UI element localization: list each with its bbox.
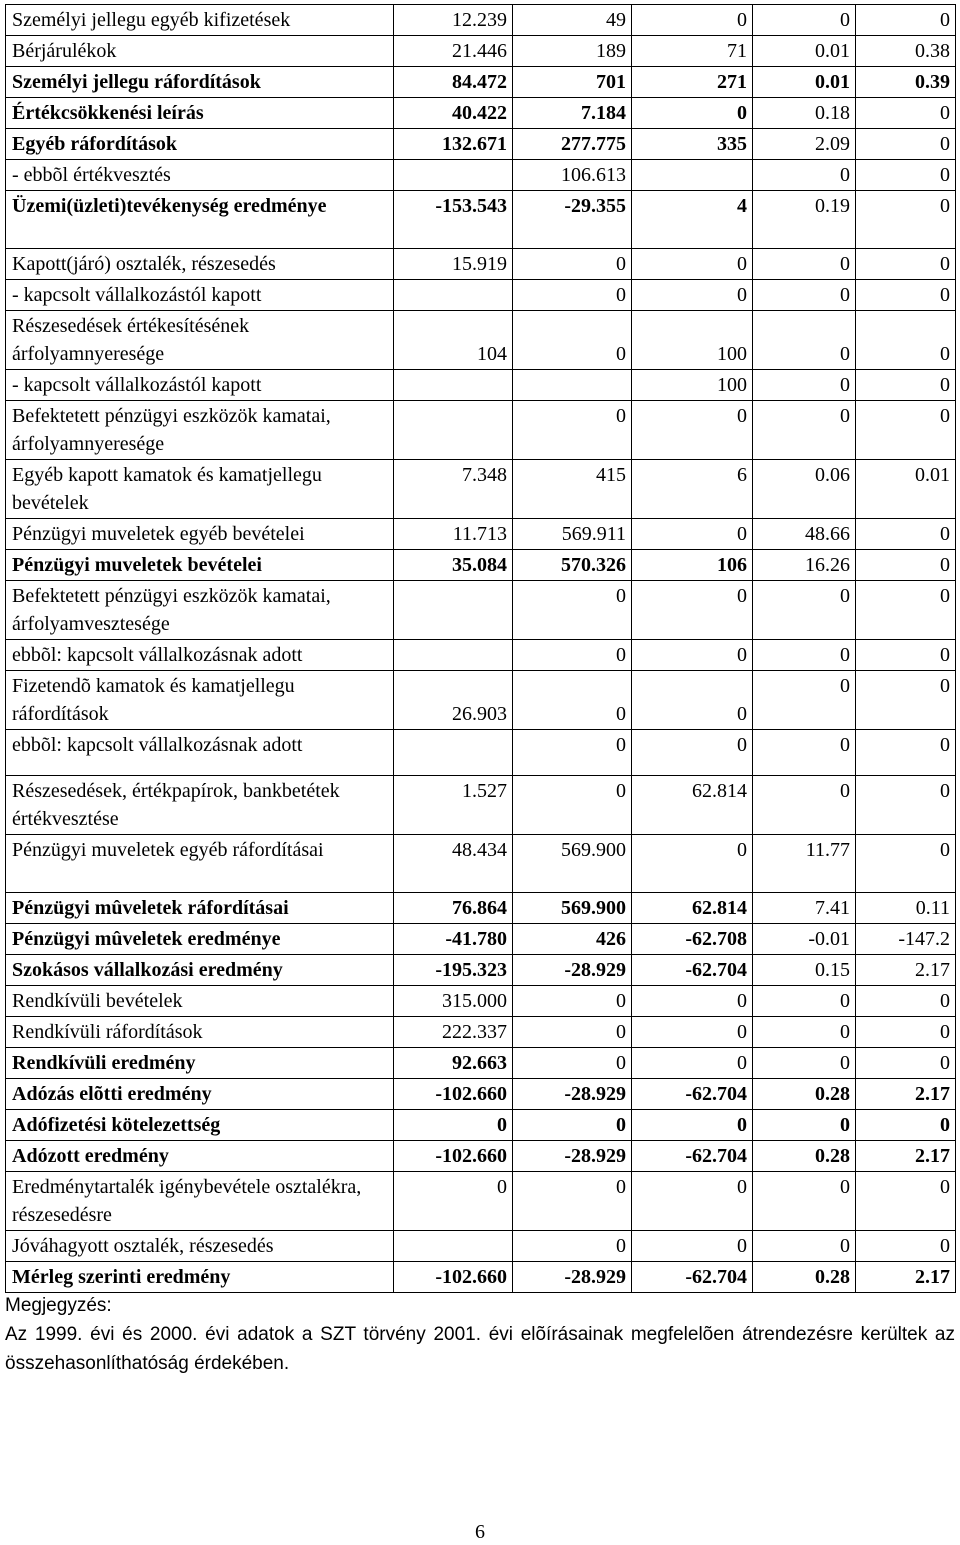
table-row [6, 98, 956, 129]
row-label: - ebbõl értékvesztés [6, 160, 394, 191]
value-cell: 0 [753, 581, 856, 640]
row-label: Pénzügyi muveletek egyéb bevételei [6, 519, 394, 550]
value-cell: 0 [513, 311, 632, 370]
row-label: Személyi jellegu egyéb kifizetések [6, 5, 394, 36]
value-cell: -102.660 [394, 1262, 513, 1293]
value-cell: 0 [632, 1048, 753, 1079]
table-row [6, 730, 956, 776]
table-row [6, 1172, 956, 1231]
value-cell: 21.446 [394, 36, 513, 67]
row-label: - kapcsolt vállalkozástól kapott [6, 280, 394, 311]
row-label: Jóváhagyott osztalék, részesedés [6, 1231, 394, 1262]
value-cell: 11.713 [394, 519, 513, 550]
value-cell: 0.28 [753, 1262, 856, 1293]
row-label: Értékcsökkenési leírás [6, 98, 394, 129]
row-label: Eredménytartalék igénybevétele osztalékra, részesedésre [6, 1172, 394, 1231]
row-label: Egyéb kapott kamatok és kamatjellegu bevételek [6, 460, 394, 519]
table-row [6, 280, 956, 311]
table-row [6, 955, 956, 986]
table-row [6, 1017, 956, 1048]
value-cell: 0 [513, 1017, 632, 1048]
value-cell: 0 [632, 519, 753, 550]
value-cell: 335 [632, 129, 753, 160]
value-cell: 0 [856, 519, 956, 550]
value-cell [513, 370, 632, 401]
value-cell: -153.543 [394, 191, 513, 249]
table-row [6, 1048, 956, 1079]
value-cell: 222.337 [394, 1017, 513, 1048]
value-cell: 76.864 [394, 893, 513, 924]
value-cell: 0 [856, 1017, 956, 1048]
value-cell: 106 [632, 550, 753, 581]
row-label: Rendkívüli ráfordítások [6, 1017, 394, 1048]
value-cell: 0 [753, 1231, 856, 1262]
value-cell: 12.239 [394, 5, 513, 36]
table-row [6, 67, 956, 98]
value-cell: 0 [513, 671, 632, 730]
value-cell: 0 [856, 280, 956, 311]
row-label: Részesedések értékesítésének árfolyamnyeresége [6, 311, 394, 370]
value-cell: 2.17 [856, 1079, 956, 1110]
value-cell: 570.326 [513, 550, 632, 581]
value-cell: 0 [856, 1110, 956, 1141]
row-label: Pénzügyi muveletek egyéb ráfordításai [6, 835, 394, 893]
value-cell: -0.01 [753, 924, 856, 955]
value-cell: 132.671 [394, 129, 513, 160]
value-cell: -62.708 [632, 924, 753, 955]
value-cell [632, 160, 753, 191]
value-cell: 0 [856, 129, 956, 160]
value-cell: 0 [856, 581, 956, 640]
value-cell [394, 370, 513, 401]
value-cell: 0 [753, 776, 856, 835]
value-cell: 0 [632, 986, 753, 1017]
value-cell: 0 [856, 1231, 956, 1262]
value-cell: 0 [753, 5, 856, 36]
table-row [6, 924, 956, 955]
value-cell: -28.929 [513, 955, 632, 986]
value-cell: 0 [632, 1017, 753, 1048]
value-cell: 1.527 [394, 776, 513, 835]
row-label: Bérjárulékok [6, 36, 394, 67]
value-cell: 0 [856, 160, 956, 191]
table-row [6, 249, 956, 280]
value-cell: 0 [856, 1048, 956, 1079]
value-cell: 35.084 [394, 550, 513, 581]
row-label: Szokásos vállalkozási eredmény [6, 955, 394, 986]
value-cell: -29.355 [513, 191, 632, 249]
note-text: Az 1999. évi és 2000. évi adatok a SZT törvény 2001. évi elõírásainak megfelelõen átrendezésre kerültek az összehasonlíthatóság érdekében. [5, 1324, 955, 1374]
table-row [6, 311, 956, 370]
value-cell: 2.17 [856, 955, 956, 986]
value-cell: 415 [513, 460, 632, 519]
value-cell: 569.900 [513, 893, 632, 924]
value-cell: 0 [513, 1172, 632, 1231]
table-row [6, 1262, 956, 1293]
value-cell: 0 [856, 311, 956, 370]
value-cell: 0 [513, 776, 632, 835]
row-label: ebbõl: kapcsolt vállalkozásnak adott [6, 730, 394, 776]
value-cell: 0 [856, 401, 956, 460]
row-label: ebbõl: kapcsolt vállalkozásnak adott [6, 640, 394, 671]
row-label: Rendkívüli eredmény [6, 1048, 394, 1079]
value-cell: 2.09 [753, 129, 856, 160]
value-cell: 16.26 [753, 550, 856, 581]
value-cell: 104 [394, 311, 513, 370]
row-label: - kapcsolt vállalkozástól kapott [6, 370, 394, 401]
value-cell: 0 [513, 280, 632, 311]
value-cell: 6 [632, 460, 753, 519]
value-cell: 0.19 [753, 191, 856, 249]
value-cell: 7.41 [753, 893, 856, 924]
value-cell: 0 [856, 249, 956, 280]
table-row [6, 370, 956, 401]
table-row [6, 776, 956, 835]
table-row [6, 460, 956, 519]
value-cell: 0.38 [856, 36, 956, 67]
row-label: Pénzügyi muveletek bevételei [6, 550, 394, 581]
value-cell: 0 [513, 1231, 632, 1262]
table-row [6, 191, 956, 249]
value-cell: -147.2 [856, 924, 956, 955]
value-cell: 0 [753, 1048, 856, 1079]
value-cell: 0 [753, 1110, 856, 1141]
value-cell: 7.184 [513, 98, 632, 129]
row-label: Üzemi(üzleti)tevékenység eredménye [6, 191, 394, 249]
value-cell: -41.780 [394, 924, 513, 955]
value-cell [394, 401, 513, 460]
value-cell: 0 [632, 730, 753, 776]
value-cell: 0 [856, 550, 956, 581]
table-row [6, 1079, 956, 1110]
table-row [6, 1110, 956, 1141]
value-cell: 4 [632, 191, 753, 249]
value-cell: 0 [856, 671, 956, 730]
value-cell: 0.28 [753, 1141, 856, 1172]
value-cell: 0 [632, 1172, 753, 1231]
value-cell: 0 [753, 370, 856, 401]
value-cell: 100 [632, 370, 753, 401]
value-cell: 0 [753, 401, 856, 460]
row-label: Adófizetési kötelezettség [6, 1110, 394, 1141]
value-cell: -28.929 [513, 1141, 632, 1172]
table-row [6, 160, 956, 191]
table-row [6, 893, 956, 924]
value-cell: 0 [753, 986, 856, 1017]
value-cell: -62.704 [632, 1262, 753, 1293]
value-cell: -28.929 [513, 1079, 632, 1110]
value-cell: 0.06 [753, 460, 856, 519]
value-cell: 0 [753, 640, 856, 671]
value-cell: 271 [632, 67, 753, 98]
value-cell: 0 [513, 1110, 632, 1141]
value-cell: 0 [632, 1110, 753, 1141]
value-cell: 0 [856, 776, 956, 835]
row-label: Részesedések, értékpapírok, bankbetétek értékvesztése [6, 776, 394, 835]
value-cell: 0 [856, 191, 956, 249]
table-row [6, 550, 956, 581]
row-label: Pénzügyi mûveletek eredménye [6, 924, 394, 955]
value-cell [394, 640, 513, 671]
value-cell: 0.11 [856, 893, 956, 924]
row-label: Befektetett pénzügyi eszközök kamatai, árfolyamvesztesége [6, 581, 394, 640]
value-cell: 569.911 [513, 519, 632, 550]
value-cell: 426 [513, 924, 632, 955]
row-label: Adózott eredmény [6, 1141, 394, 1172]
value-cell: 71 [632, 36, 753, 67]
value-cell: 277.775 [513, 129, 632, 160]
value-cell: -28.929 [513, 1262, 632, 1293]
financial-table [5, 4, 956, 1293]
value-cell: 0 [856, 986, 956, 1017]
row-label: Adózás elõtti eredmény [6, 1079, 394, 1110]
value-cell: 92.663 [394, 1048, 513, 1079]
value-cell: 0 [513, 730, 632, 776]
row-label: Pénzügyi mûveletek ráfordításai [6, 893, 394, 924]
value-cell: 0.15 [753, 955, 856, 986]
table-row [6, 129, 956, 160]
value-cell: 0 [632, 249, 753, 280]
value-cell: 0 [632, 671, 753, 730]
value-cell: 0 [753, 730, 856, 776]
value-cell [394, 1231, 513, 1262]
note-title: Megjegyzés: [5, 1295, 112, 1316]
value-cell: 0 [856, 640, 956, 671]
value-cell: 0.01 [856, 460, 956, 519]
value-cell: 0 [753, 160, 856, 191]
table-row [6, 640, 956, 671]
value-cell [394, 581, 513, 640]
value-cell: 189 [513, 36, 632, 67]
value-cell: 0.28 [753, 1079, 856, 1110]
row-label: Személyi jellegu ráfordítások [6, 67, 394, 98]
value-cell: 100 [632, 311, 753, 370]
table-row [6, 519, 956, 550]
page-number: 6 [475, 1521, 485, 1543]
value-cell: 0 [394, 1172, 513, 1231]
value-cell: 0 [632, 98, 753, 129]
value-cell: 62.814 [632, 893, 753, 924]
row-label: Befektetett pénzügyi eszközök kamatai, árfolyamnyeresége [6, 401, 394, 460]
value-cell: 48.66 [753, 519, 856, 550]
value-cell: 0 [513, 401, 632, 460]
value-cell: 0 [513, 581, 632, 640]
value-cell: -62.704 [632, 1079, 753, 1110]
table-row [6, 986, 956, 1017]
value-cell: 106.613 [513, 160, 632, 191]
value-cell: 0 [394, 1110, 513, 1141]
value-cell: 0 [856, 98, 956, 129]
value-cell: 0.01 [753, 36, 856, 67]
table-row [6, 1231, 956, 1262]
table-row [6, 581, 956, 640]
table-row [6, 5, 956, 36]
value-cell: 2.17 [856, 1262, 956, 1293]
value-cell: 0 [856, 370, 956, 401]
value-cell: 26.903 [394, 671, 513, 730]
value-cell: 569.900 [513, 835, 632, 893]
value-cell [394, 160, 513, 191]
value-cell: 315.000 [394, 986, 513, 1017]
table-row [6, 1141, 956, 1172]
value-cell: -62.704 [632, 955, 753, 986]
table-row [6, 36, 956, 67]
value-cell: 0 [632, 640, 753, 671]
value-cell: 0 [753, 249, 856, 280]
value-cell: 0 [513, 249, 632, 280]
value-cell: 0 [856, 835, 956, 893]
value-cell: -62.704 [632, 1141, 753, 1172]
value-cell: 0 [513, 1048, 632, 1079]
value-cell: 84.472 [394, 67, 513, 98]
value-cell: 0 [632, 401, 753, 460]
row-label: Fizetendõ kamatok és kamatjellegu ráfordítások [6, 671, 394, 730]
value-cell: 0 [632, 1231, 753, 1262]
value-cell: 701 [513, 67, 632, 98]
value-cell: 0.39 [856, 67, 956, 98]
value-cell: 7.348 [394, 460, 513, 519]
table-row [6, 835, 956, 893]
value-cell: 0.01 [753, 67, 856, 98]
table-row [6, 401, 956, 460]
value-cell: 49 [513, 5, 632, 36]
row-label: Rendkívüli bevételek [6, 986, 394, 1017]
row-label: Kapott(járó) osztalék, részesedés [6, 249, 394, 280]
value-cell: 0 [632, 835, 753, 893]
value-cell: 48.434 [394, 835, 513, 893]
value-cell: 0 [632, 581, 753, 640]
value-cell: -195.323 [394, 955, 513, 986]
value-cell: 0 [856, 1172, 956, 1231]
financial-table-body [6, 5, 956, 1293]
value-cell: 0 [513, 640, 632, 671]
value-cell [394, 730, 513, 776]
row-label: Egyéb ráfordítások [6, 129, 394, 160]
value-cell: 11.77 [753, 835, 856, 893]
value-cell: 0 [753, 280, 856, 311]
value-cell: 0 [856, 730, 956, 776]
value-cell: 0.18 [753, 98, 856, 129]
value-cell: 0 [753, 1172, 856, 1231]
value-cell [394, 280, 513, 311]
table-row [6, 671, 956, 730]
value-cell: 0 [513, 986, 632, 1017]
value-cell: 62.814 [632, 776, 753, 835]
value-cell: -102.660 [394, 1079, 513, 1110]
value-cell: 0 [753, 671, 856, 730]
value-cell: 2.17 [856, 1141, 956, 1172]
value-cell: 0 [753, 1017, 856, 1048]
value-cell: 15.919 [394, 249, 513, 280]
value-cell: 40.422 [394, 98, 513, 129]
value-cell: 0 [632, 280, 753, 311]
row-label: Mérleg szerinti eredmény [6, 1262, 394, 1293]
value-cell: 0 [753, 311, 856, 370]
value-cell: 0 [632, 5, 753, 36]
value-cell: -102.660 [394, 1141, 513, 1172]
value-cell: 0 [856, 5, 956, 36]
